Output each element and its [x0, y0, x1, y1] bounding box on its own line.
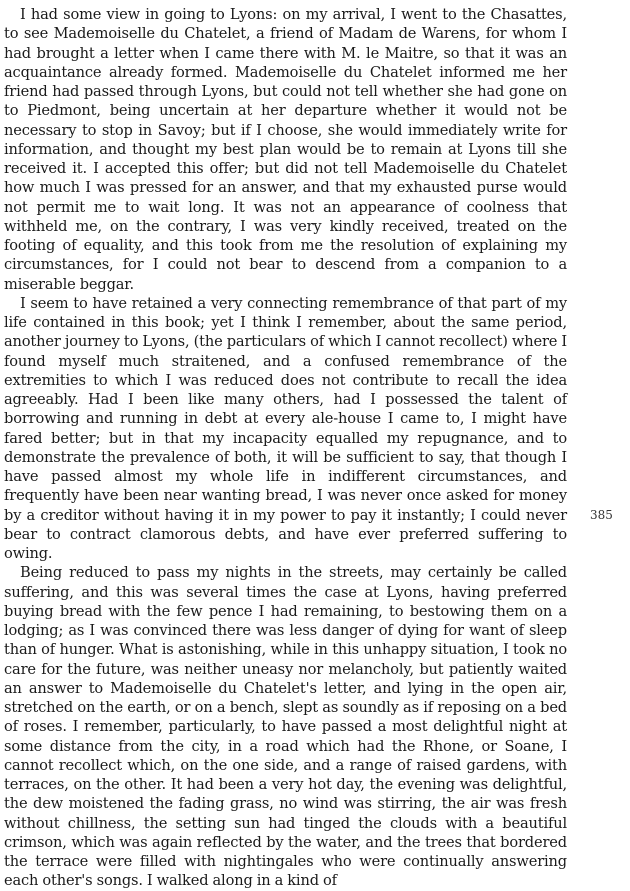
paragraph-2: I seem to have retained a very connecting remembrance of that part of my life contained in this book; yet I think I remember, about the same period, another journey to Lyons, (the particulars of which I cannot recollect) where I found myself much straitened, and a confused remembrance of the extremities to which I was reduced does not contribute to recall the idea agreeably. Had I been like many others, had I possessed the talent of borrowing and running in debt at every ale-house I came to, I might have fared better; but in that my incapacity equalled my repugnance, and to demonstrate the prevalence of both, it will be sufficient to say, that though I have passed almost my whole life in indifferent circumstances, and frequently have been near wanting bread, I was never once asked for money by a creditor without having it in my power to pay it instantly; I could never bear to contract clamorous debts, and have ever preferred suffering to owing.	[4, 294, 567, 562]
body-text	[4, 5, 567, 891]
paragraph-3: Being reduced to pass my nights in the streets, may certainly be called suffering, and this was several times the case at Lyons, having preferred buying bread with the few pence I had remaining, to bestowing them on a lodging; as I was convinced there was less danger of dying for want of sleep than of hunger. What is astonishing, while in this unhappy situation, I took no care for the future, was neither uneasy nor melancholy, but patiently waited an answer to Mademoiselle du Chatelet's letter, and lying in the open air, stretched on the earth, or on a bench, slept as soundly as if reposing on a bed of roses. I remember, particularly, to have passed a most delightful night at some distance from the city, in a road which had the Rhone, or Soane, I cannot recollect which, on the one side, and a range of raised gardens, with terraces, on the other. It had been a very hot day, the evening was delightful, the dew moistened the fading grass, no wind was stirring, the air was fresh without chillness, the setting sun had tinged the clouds with a beautiful crimson, which was again reflected by the water, and the trees that bordered the terrace were filled with nightingales who were continually answering each other's songs. I walked along in a kind of	[4, 564, 567, 890]
paragraph-1: I had some view in going to Lyons: on my arrival, I went to the Chasattes, to see Mademoiselle du Chatelet, a friend of Madam de Warens, for whom I had brought a letter when I came there with M. le Maitre, so that it was an acquaintance already formed. Mademoiselle du Chatelet informed me her friend had passed through Lyons, but could not tell whether she had gone on to Piedmont, being uncertain at her departure whether it would not be necessary to stop in Savoy; but if I choose, she would immediately write for information, and thought my best plan would be to remain at Lyons till she received it. I accepted this offer; but did not tell Mademoiselle du Chatelet how much I was pressed for an answer, and that my exhausted purse would not permit me to wait long. It was not an appearance of coolness that withheld me, on the contrary, I was very kindly received, treated on the footing of equality, and this took from me the resolution of explaining my circumstances, for I could not bear to descend from a companion to a miserable beggar.	[4, 6, 567, 293]
page-number: 385	[590, 508, 613, 522]
